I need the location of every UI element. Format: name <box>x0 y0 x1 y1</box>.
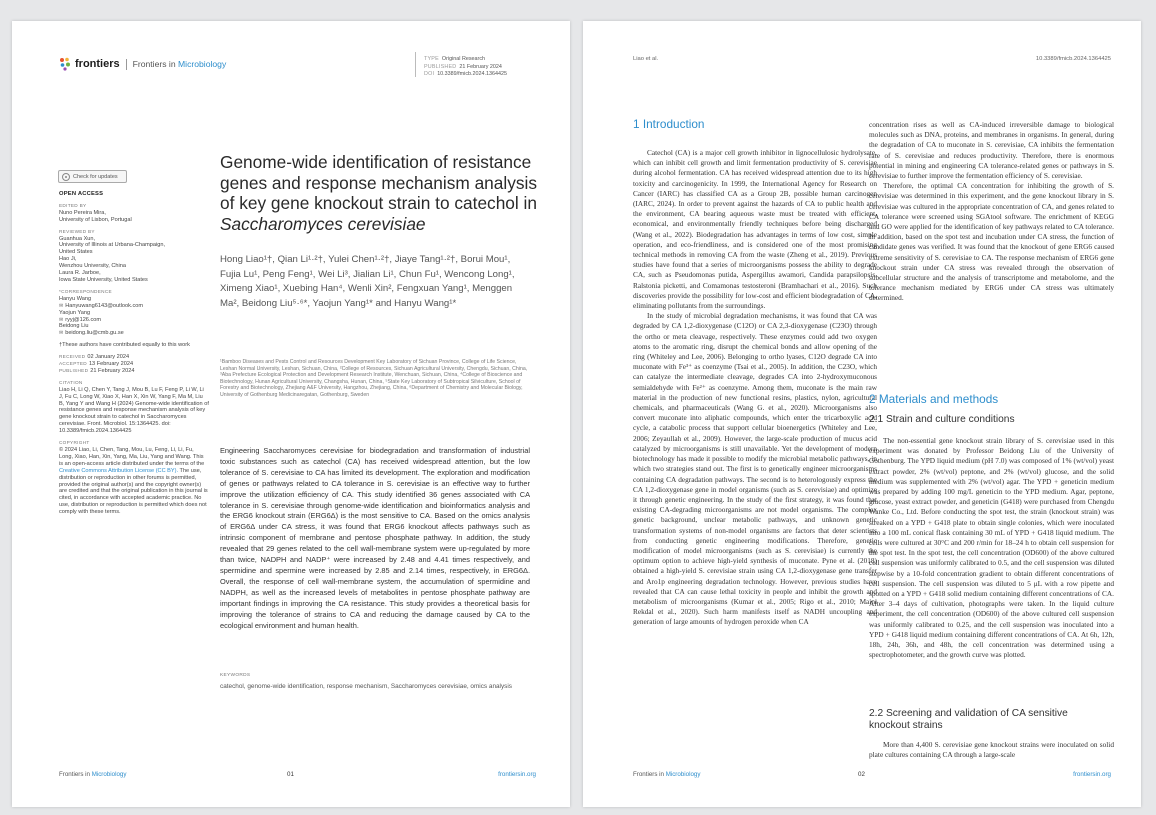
meta-divider <box>415 52 416 77</box>
editor-name: Nuno Pereira Mira, <box>59 209 106 216</box>
affiliations: ¹Bamboo Diseases and Pests Control and Resources Development Key Laboratory of Sichuan Province, College of Life Science, Leshan Normal University, Leshan, Sichuan, China, ²College of Resources, Sichuan Agricultural University, Chengdu, Sichuan, China, ³Aba Prefecture Ecological Protection and Development Research Institute, Wenchuan, Sichuan, China, ⁴College of Bioscience and Biotechnology, Hunan Agricultural University, Changsha, Hunan, China, ⁵State Key Laboratory of Subtropical Silviculture, School of Forestry and Biotechnology, Zhejiang A&F University, Hangzhou, Zhejiang, China, ⁶Department of Chemistry and Molecular Biology, University of Gothenburg Medicinaregatan, Gothenburg, Sweden <box>220 359 528 398</box>
update-check-icon <box>62 173 70 181</box>
reviewed-by-label: REVIEWED BY <box>59 228 95 234</box>
copyright-label: COPYRIGHT <box>59 440 90 446</box>
page-number: 01 <box>287 771 294 778</box>
section-heading-introduction: 1 Introduction <box>633 117 705 131</box>
license-link[interactable]: Creative Commons Attribution License (CC BY). <box>59 467 179 474</box>
running-head-authors: Liao et al. <box>633 56 659 62</box>
reviewer-line: Iowa State University, United States <box>59 276 148 283</box>
running-head-doi: 10.3389/fmicb.2024.1364425 <box>1035 56 1111 62</box>
editor-affiliation: University of Lisbon, Portugal <box>59 216 132 223</box>
published-date: PUBLISHED 21 February 2024 <box>59 367 135 374</box>
page-1 <box>12 21 570 807</box>
reviewer-line: Laura R. Jarboe, <box>59 270 101 277</box>
edited-by-label: EDITED BY <box>59 202 87 208</box>
footer-site-link[interactable]: frontiersin.org <box>1073 771 1111 778</box>
paragraph: concentration rises as well as CA-induced irreversible damage to biological molecules such as DNA, proteins, and membranes in organisms. In general, during the degradation of CA to muconate in S. cerevisiae, CA inhibits the fermentation rate of S. cerevisiae and reduces productivity. Therefore, there is enormous potential in mining and engineering CA tolerance-related genes or pathways in S. cerevisiae to further improve the fermentation efficiency of S. cerevisiae. <box>869 120 1114 181</box>
introduction-column <box>633 148 877 793</box>
check-for-updates-button[interactable] <box>58 170 127 183</box>
reviewer-line: Guanhua Xun, <box>59 235 96 242</box>
journal-logo[interactable] <box>59 57 226 71</box>
article-meta <box>424 56 507 79</box>
abstract: Engineering Saccharomyces cerevisiae for biodegradation and transformation of industrial toxic substances such as catechol (CA) has received widespread attention, but the low tolerance of S. cerevisiae to CA has limited its development. The exploration and modification of genes or pathways related to CA tolerance in S. cerevisiae is an effective way to further improve the utilization efficiency of CA. This study identified 36 genes associated with CA tolerance in S. cerevisiae through genome-wide identification and bioinformatics analysis and the ERG6 knockout strain (ERG6Δ) is the most sensitive to CA. Based on the omics analysis of ERG6Δ under CA stress, it was found that ERG6 knockout affects pathways such as intrinsic component of membrane and pentose phosphate pathway. In addition, the study revealed that 29 genes related to the cell wall-membrane system were up-regulated by more than twice, NADPH and NADP⁺ were increased by 2.48 and 4.41 times respectively, and spermidine and spermine were increased by 2.85 and 2.14 times, respectively, in ERG6Δ. Overall, the response of cell wall-membrane system, the accumulation of spermidine and NADPH, as well as the increased levels of metabolites in pentose phosphate pathway are important findings in improving the CA resistance. This study provides a theoretical basis for improving the tolerance of strains to CA and reducing the damage caused by CA to the ecological environment and human health. <box>220 446 530 630</box>
keywords-label: KEYWORDS <box>220 673 251 678</box>
correspondent-name: Beidong Liu <box>59 323 89 330</box>
footer-site-link[interactable]: frontiersin.org <box>498 771 536 778</box>
subsection-heading-screening: 2.2 Screening and validation of CA sensitive knockout strains <box>869 708 1068 731</box>
subsection-heading-strain: 2.1 Strain and culture conditions <box>869 414 1015 425</box>
introduction-column-continued <box>869 120 1114 303</box>
copyright-text: © 2024 Liao, Li, Chen, Tang, Mou, Lu, Feng, Li, Li, Fu, Long, Xiao, Han, Xin, Yang, Ma, Liu, Yang and Wang. This is an open-access article distributed under the terms of the Creative Commons Attribution License (CC BY). The use, distribution or reproduction in other forums is permitted, provided the original author(s) and the copyright owner(s) are credited and that the original publication in this journal is cited, in accordance with accepted academic practice. No use, distribution or reproduction is permitted which does not comply with these terms. <box>59 447 208 516</box>
frontiers-logo-icon <box>59 57 72 71</box>
dates-block <box>59 354 209 375</box>
article-title: Genome-wide identification of resistance genes and response mechanism analysis of key gene knockout strain to catechol in Saccharomyces cerevisiae <box>220 152 538 234</box>
footer-journal: Frontiers in Microbiology <box>633 771 701 778</box>
email-link[interactable]: ✉ Hanyuwang6143@outlook.com <box>59 303 209 310</box>
author-list: Hong Liao¹†, Qian Li¹·²†, Yulei Chen¹·²†, Jiaye Tang¹·²†, Borui Mou¹, Fujia Lu¹, Peng Feng¹, Wei Li³, Jialian Li¹, Chun Fu¹, Wencong Long¹, Ximeng Xiao¹, Xuebing Han⁴, Wenli Xin², Fengxuan Yang¹, Menggen Ma², Beidong Liu⁵·⁶*, Yaojun Yang¹* and Hanyu Wang¹* <box>220 254 515 309</box>
article-sidebar <box>59 191 209 516</box>
section-heading-methods: 2 Materials and methods <box>869 392 999 406</box>
reviewer-line: Hao Ji, <box>59 256 77 263</box>
journal-name: Frontiers in Microbiology <box>132 59 227 69</box>
correspondent-name: Hanyu Wang <box>59 295 92 302</box>
meta-type: TYPE Original Research <box>424 56 486 62</box>
paragraph: In the study of microbial degradation mechanisms, it was found that CA was degraded by CA 1,2-dioxygenase (C12O) or CA 2,3-dioxygenase (C23O) through the ortho or meta cleavage, respectively. These enzymes could add two oxygen atoms to the aromatic ring, disrupt the chemical bonds and allow opening of the ring (Whiteley and Lee, 2006). Belonging to ortho lyases, C12O degrade CA into muconate with Fe³⁺ as coenzyme (Tsai et al., 2005). In addition, the C23O, which can catalyze the intermediate cleavage, degrades CA into 2-hydroxymuconous semialdehyde with Fe²⁺ as coenzyme. Among them, muconate is the main raw material in the production of new functional resins, plastics, nylon, agricultural chemicals, and pharmaceuticals (Wang G. et al., 2020). Microorganisms also convert muconate into aliphatic compounds, which enter the tricarboxylic acid cycle, a catabolic process that support cellular bioenergetics (Whiteley and Lee, 2006; Zeyaullah et al., 2009). However, the large-scale production of mucus acid catalyzed by microorganisms is still unavailable. Yet the development of modern biotechnology has made it possible to modify the microbial metabolic pathways, in which two strategies stand out. The first is to genetically engineer microorganisms containing CA degradation pathways. The second is to heterologously express the CA 1,2-dioxygenase gene in model organisms (such as S. cerevisiae) and optimize it through genetic engineering. In the study of the first strategy, it was found that existing CA-degrading microorganisms are not model organisms. The complex genetic background, unclear metabolic pathways, and unknown genetic transformation systems of non-model organisms are factors that deter scientists from conducting genetic engineering modifications. Therefore, genetic modification of model microorganisms (such as S. cerevisiae) is currently the optimum option to achieve high-yield synthesis of muconate. Pyne et al. (2018) obtained a high-yield S. cerevisiae strain using CA 1,2-dioxygenase gene transfer and Aro1p engineering degradation technology. However, previous studies have revealed that CA can cause lethal toxicity in people and inhibit the growth and metabolism of microorganisms (Kumar et al., 2005; Rigo et al., 2010; Maini Rekdal et al., 2020). Such harm manifests itself as NADH uncoupling and generation of large amounts of hydrogen peroxide when CA <box>633 311 877 627</box>
received-date: RECEIVED 02 January 2024 <box>59 354 130 361</box>
logo-wordmark: frontiers <box>75 58 120 70</box>
paragraph: More than 4,400 S. cerevisiae gene knockout strains were inoculated on solid plate cultures containing CA through a large-scale <box>869 740 1114 760</box>
citation-text: Liao H, Li Q, Chen Y, Tang J, Mou B, Lu F, Feng P, Li W, Li J, Fu C, Long W, Xiao X, Han X, Xin W, Yang F, Ma M, Liu B, Yang Y and Wang H (2024) Genome-wide identification of resistance genes and response mechanism analysis of key gene knockout strain to catechol in Saccharomyces cerevisiae. Front. Microbiol. 15:1364425. doi: 10.3389/fmicb.2024.1364425 <box>59 386 209 435</box>
correspondent-name: Yaojun Yang <box>59 309 91 316</box>
screening-section-text <box>869 740 1114 761</box>
paragraph: Catechol (CA) is a major cell growth inhibitor in lignocellulosic hydrolysate, which can inhibit cell growth and limit fermentation productivity of S. cerevisiae during alcohol fermentation. CA has received widespread attention due to its high toxicity and carcinogenicity. In 1999, the International Agency for Research on Cancer (IARC) has classified CA as a Group 2B, possible human carcinogen (IARC, 2024). In order to prevent against the hazards of CA to public health and the environment, CA bearing aqueous waste must be treated with efficient, economical, and environmentally friendly techniques before being discharged (Wang et al., 2022). Biodegradation has advantages in terms of low cost, simple operation, and eco-friendliness, and is considered one of the most promising technical methods in removing CA from the waste (Zheng et al., 2019). Previous studies have found that a series of microorganisms possess the ability to degrade CA, such as Pseudomonas putida, Aspergillus awamori, Candida parapsilopsis, Ralstonia picketti, and Comamonas testosteroni (Bramhachari et al., 2016). Such discoveries provide the possibility for low-cost and efficient biodegradation of CA, eliminating pollutants from the surroundings. <box>633 148 877 311</box>
citation-label: CITATION <box>59 379 83 385</box>
reviewer-line: United States <box>59 249 93 256</box>
logo-divider <box>126 59 127 70</box>
equal-contribution-note: †These authors have contributed equally to this work <box>59 342 190 349</box>
footer-journal: Frontiers in Microbiology <box>59 771 127 778</box>
open-access-label: OPEN ACCESS <box>59 191 104 197</box>
email-link[interactable]: ✉ ryyj@126.com <box>59 317 209 324</box>
reviewer-line: Wenzhou University, China <box>59 263 126 270</box>
meta-published: PUBLISHED 21 February 2024 <box>424 63 502 70</box>
paragraph: The non-essential gene knockout strain library of S. cerevisiae used in this experiment was donated by Professor Beidong Liu of the University of Gothenburg. The YPD liquid medium (pH 7.0) was composed of 1% (wt/vol) yeast extract powder, 2% (wt/vol) peptone, and 2% (wt/vol) glucose, and the solid medium was supplemented with 2% (wt/vol) agar. The YPD + geneticin medium was prepared by adding 100 mg/L geneticin to the YPD medium. Agar, peptone, glucose, yeast extract powder, and geneticin (G418) were purchased from Chengdu Wanke Co., Ltd. Before conducting the spot test, the strain (knockout strain) was streaked on a YPD + G418 plate to obtain single colonies, which were inoculated into a 100 mL conical flask containing 30 mL of YPD + G418 liquid medium. The cells were cultured at 30°C and 200 r/min for 18–24 h to obtain cell suspension for the spot test. In the spot test, the cell concentration (OD600) of the above cultured cell suspension was uniformly calibrated to 0.5, and the cell suspension was diluted stepwise by a 10-fold concentration gradient to obtain different concentrations of cell suspension. The cell suspension was diluted to 5 μL with a row pipette and spotted on a YPD + G418 solid medium containing different concentrations of CA. After 3–4 days of cultivation, photographs were taken. In the liquid culture experiment, the cell concentration (OD600) of the above cultured cell suspension was uniformly calibrated to 0.25, and the cell suspension was inoculated into a YPD + G418 liquid medium containing different concentrations of CA. At 6h, 12h, 18h, 24h, 36h, and 48h, the cell concentration was determined using a spectrophotometer, and the growth curve was plotted. <box>869 436 1114 660</box>
accepted-date: ACCEPTED 13 February 2024 <box>59 361 134 368</box>
strain-section-text <box>869 436 1114 690</box>
page-2 <box>583 21 1141 807</box>
paragraph: Therefore, the optimal CA concentration for inhibiting the growth of S. cerevisiae was determined in this experiment, and the gene knockout library in S. cerevisiae was cultured in the appropriate concentration of CA, and genes related to CA tolerance were screened using SGAtool software. The enrichment of KEGG and GO were applied for the identification of key pathways related to CA tolerance. In addition, based on the spot test and incubation under CA stress, the function of candidate genes was verified. It was found that the knockout of gene ERG6 caused extreme sensitivity of S. cerevisiae to CA. The response mechanism of ERG6 gene knockout strain under CA stress was revealed through the observation of subcellular structure and the analysis of transcriptome and metabolome, and the tolerance mechanism mediated by ERG6 under CA stress was ultimately determined. <box>869 181 1114 303</box>
check-for-updates-label: Check for updates <box>73 173 118 180</box>
page-number: 02 <box>858 771 865 778</box>
keywords: catechol, genome-wide identification, response mechanism, Saccharomyces cerevisiae, omics analysis <box>220 683 512 690</box>
reviewer-line: University of Illinois at Urbana-Champaign, <box>59 242 166 249</box>
email-link[interactable]: ✉ beidong.liu@cmb.gu.se <box>59 330 209 337</box>
correspondence-label: *CORRESPONDENCE <box>59 288 112 294</box>
meta-doi: DOI 10.3389/fmicb.2024.1364425 <box>424 71 508 78</box>
